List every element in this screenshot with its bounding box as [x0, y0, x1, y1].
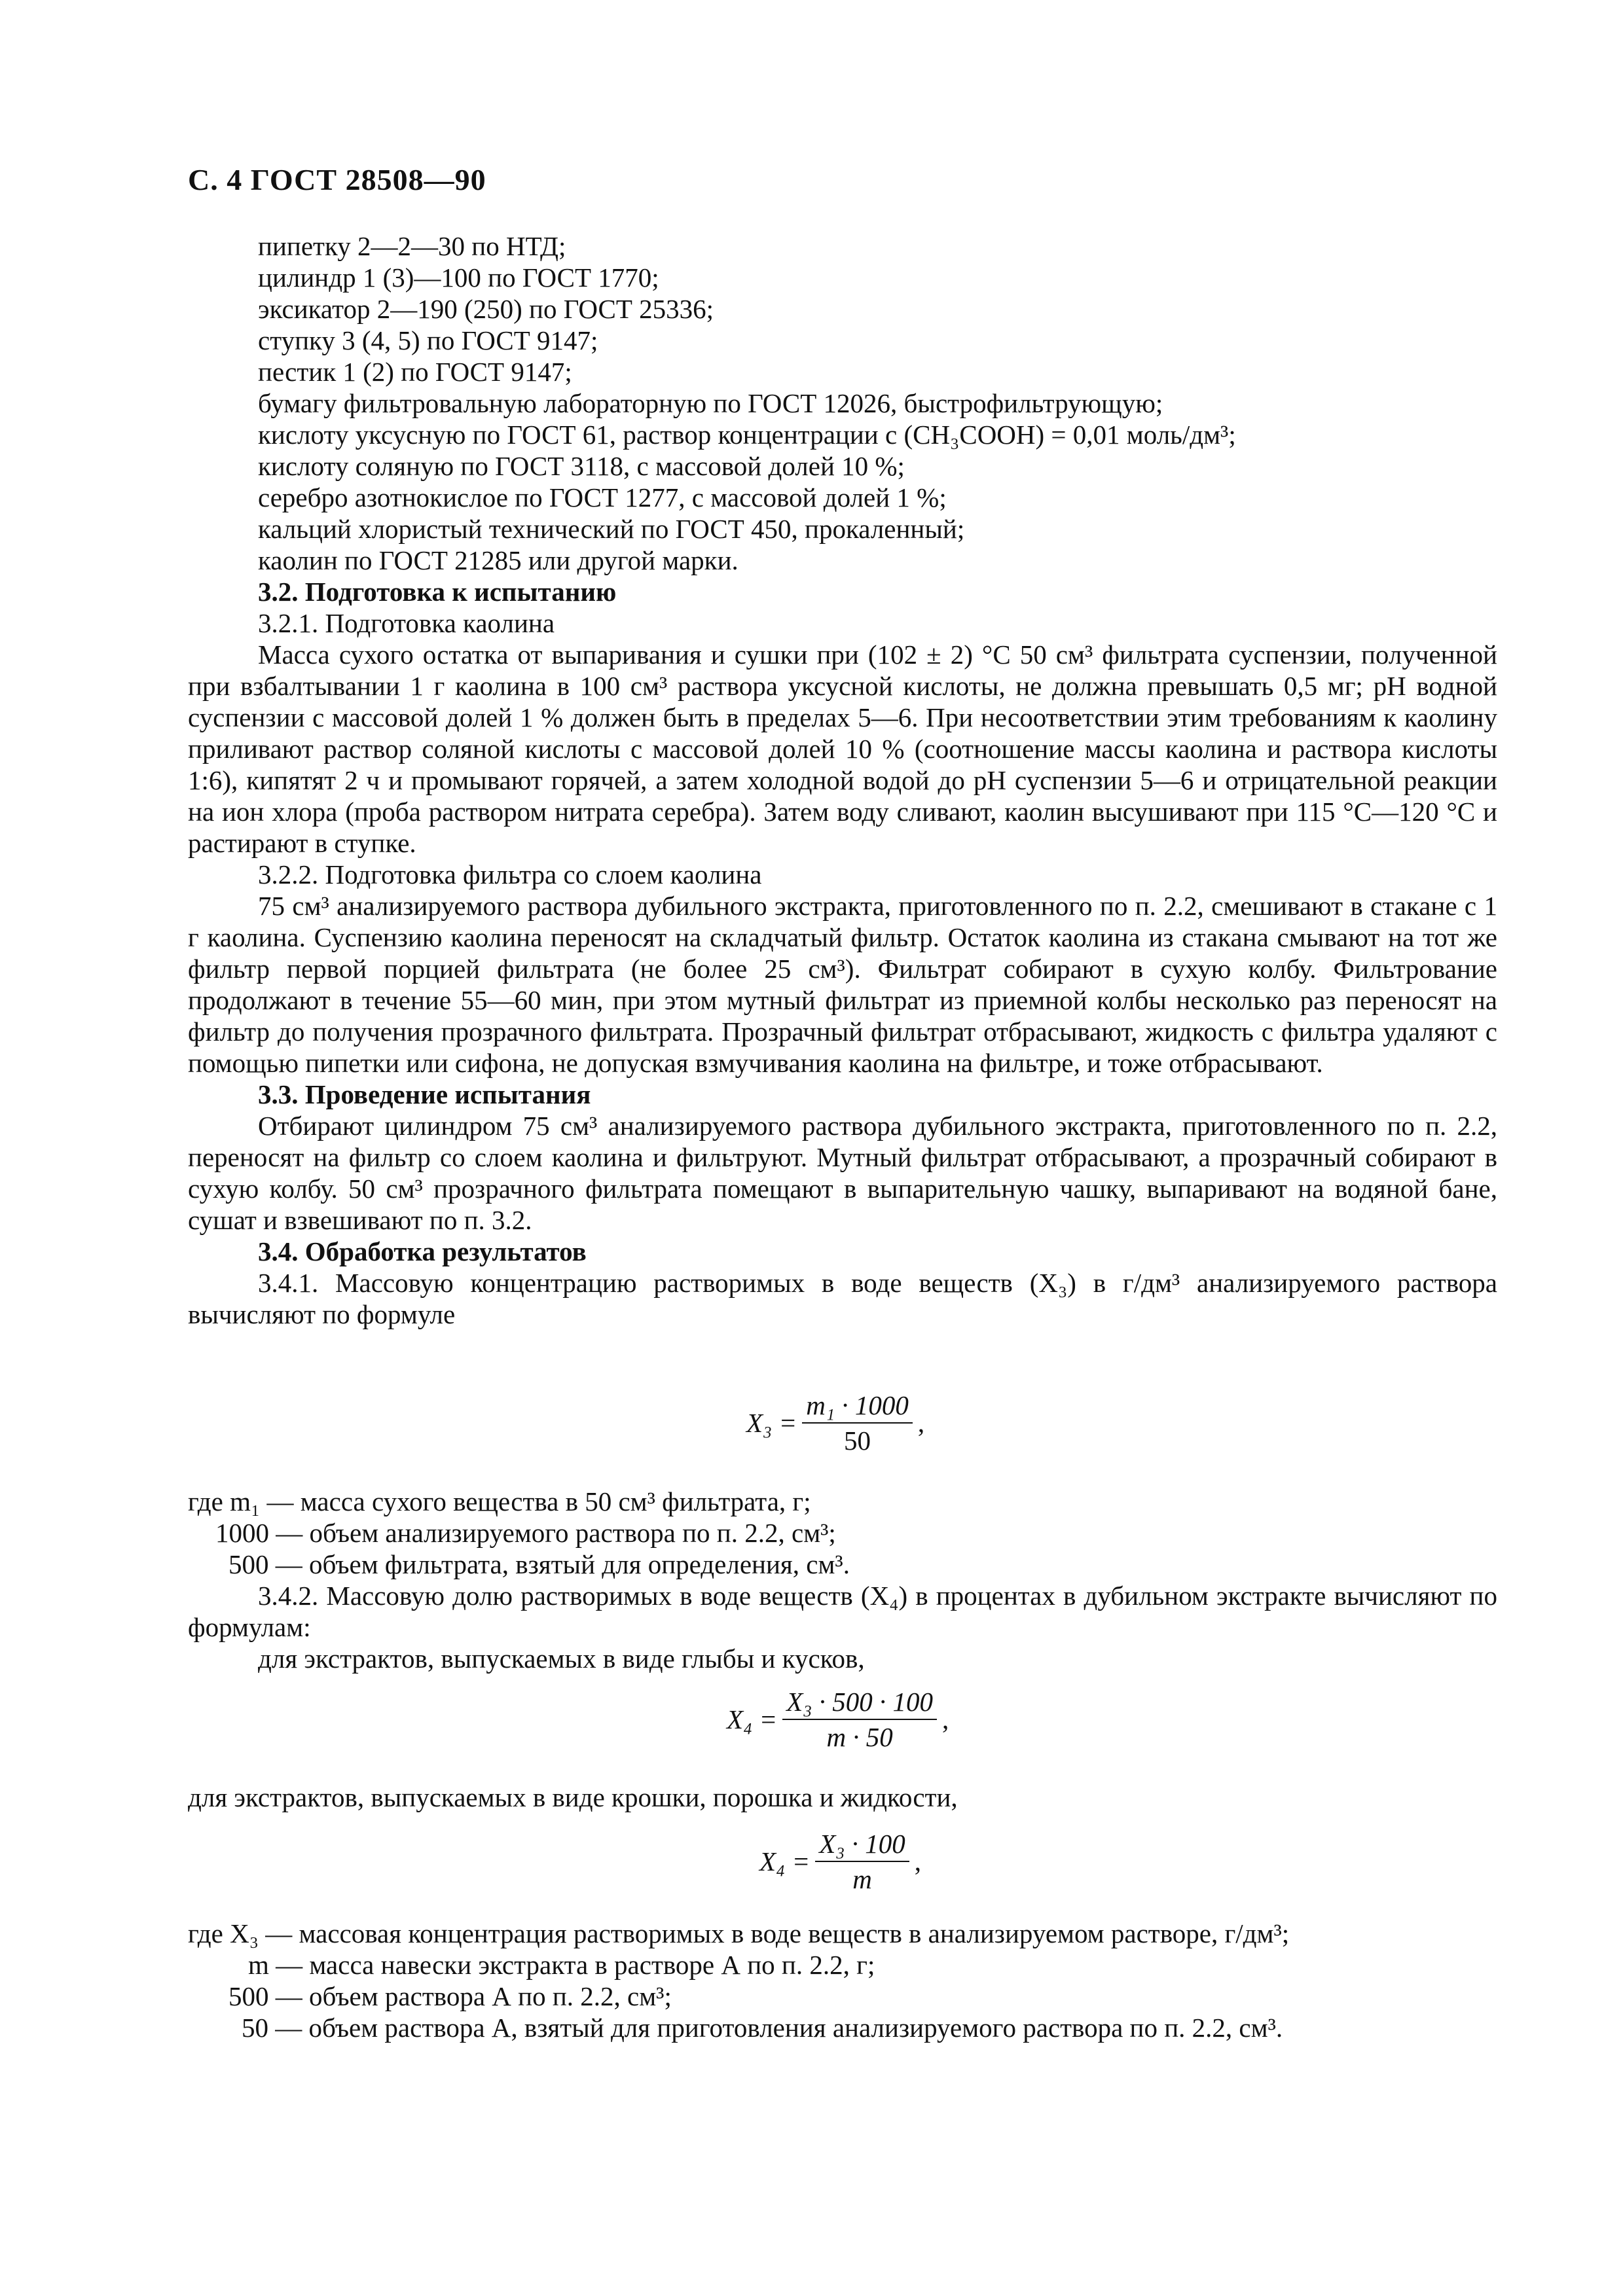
list-item: серебро азотнокислое по ГОСТ 1277, с массовой долей 1 %; — [258, 482, 947, 512]
formula-lhs: X₄ = — [727, 1704, 778, 1734]
formula-lhs: X₄ = — [759, 1846, 811, 1876]
where-item: m — масса навески экстракта в растворе А по п. 2.2, г; — [248, 1950, 875, 1980]
where-item: 500 — объем фильтрата, взятый для определения, см³. — [228, 1549, 850, 1579]
paragraph: 3.4.2. Массовую долю растворимых в воде веществ (X₄) в процентах в дубильном экстракте вычисляют по формулам: — [188, 1581, 1497, 1642]
list-item: каолин по ГОСТ 21285 или другой марки. — [258, 545, 739, 575]
denominator: 50 — [844, 1426, 871, 1456]
subsection-heading: 3.2.2. Подготовка фильтра со слоем каолина — [258, 859, 762, 889]
where-item: 50 — объем раствора А, взятый для приготовления анализируемого раствора по п. 2.2, см³. — [242, 2013, 1283, 2043]
list-item: цилиндр 1 (3)—100 по ГОСТ 1770; — [258, 262, 659, 293]
where-item: 500 — объем раствора А по п. 2.2, см³; — [228, 1981, 672, 2011]
denominator: m · 50 — [826, 1722, 893, 1752]
section-heading: 3.2. Подготовка к испытанию — [258, 577, 617, 607]
where-list-2 — [188, 1918, 1289, 2043]
numerator: X₃ · 100 — [815, 1829, 909, 1862]
paragraph: 3.4.1. Массовую концентрацию растворимых в воде веществ (X₃) в г/дм³ анализируемого раствора вычисляют по формуле — [188, 1268, 1497, 1329]
formula-tail: , — [942, 1704, 949, 1734]
section-heading: 3.4. Обработка результатов — [258, 1236, 587, 1266]
formula-x3 — [746, 1391, 924, 1455]
paragraph: для экстрактов, выпускаемых в виде крошки, порошка и жидкости, — [188, 1782, 958, 1812]
list-item: кальций хлористый технический по ГОСТ 450, прокаленный; — [258, 514, 965, 544]
fraction — [782, 1687, 937, 1751]
paragraph: 75 см³ анализируемого раствора дубильного экстракта, приготовленного по п. 2.2, смешивают в стакане с 1 г каолина. Суспензию каолина переносят на складчатый фильтр. Остаток каолина из стакана смывают на тот же фильтр первой порцией фильтрата (не более 25 см³). Фильтрат собирают в сухую колбу. Фильтрование продолжают в течение 55—60 мин, при этом мутный фильтрат из приемной колбы несколько раз переносят на фильтр до получения прозрачного фильтрата. Прозрачный фильтрат отбрасывают, жидкость с фильтра удаляют с помощью пипетки или сифона, не допуская взмучивания каолина на фильтре, и тоже отбрасывают. — [188, 891, 1497, 1078]
list-item: пестик 1 (2) по ГОСТ 9147; — [258, 357, 572, 387]
formula-x4-lumps — [727, 1687, 949, 1751]
paragraph: Отбирают цилиндром 75 см³ анализируемого раствора дубильного экстракта, приготовленного по п. 2.2, переносят на фильтр со слоем каолина и фильтруют. Мутный фильтрат отбрасывают, а прозрачный собирают в сухую колбу. 50 см³ прозрачного фильтрата помещают в выпарительную чашку, выпаривают на водяной бане, сушат и взвешивают по п. 3.2. — [188, 1111, 1497, 1235]
where-list-1 — [188, 1486, 850, 1580]
where-item: 1000 — объем анализируемого раствора по п. 2.2, см³; — [215, 1518, 836, 1548]
denominator: m — [852, 1864, 872, 1894]
paragraph: для экстрактов, выпускаемых в виде глыбы и кусков, — [258, 1643, 865, 1674]
formula-tail: , — [914, 1846, 922, 1876]
list-item: ступку 3 (4, 5) по ГОСТ 9147; — [258, 325, 598, 355]
paragraph: Масса сухого остатка от выпаривания и сушки при (102 ± 2) °С 50 см³ фильтрата суспензии, полученной при взбалтывании 1 г каолина в 100 см³ раствора уксусной кислоты, не должна превышать 0,5 мг; pH водной суспензии с массовой долей 1 % должен быть в пределах 5—6. При несоответствии этим требованиям к каолину приливают раствор соляной кислоты с массовой долей 10 % (соотношение массы каолина и раствора кислоты 1:6), кипятят 2 ч и промывают горячей, а затем холодной водой до pH суспензии 5—6 и отрицательной реакции на ион хлора (проба раствором нитрата серебра). Затем воду сливают, каолин высушивают при 115 °С—120 °С и растирают в ступке. — [188, 639, 1497, 858]
list-item: кислоту уксусную по ГОСТ 61, раствор концентрации с (CH₃COOH) = 0,01 моль/дм³; — [258, 420, 1236, 450]
numerator: m₁ · 1000 — [802, 1391, 913, 1424]
list-item: пипетку 2—2—30 по НТД; — [258, 231, 566, 261]
section-3-4-2 — [188, 1580, 1497, 1674]
list-item: кислоту соляную по ГОСТ 3118, с массовой долей 10 %; — [258, 451, 905, 481]
case-2 — [188, 1782, 1497, 1813]
page-header: С. 4 ГОСТ 28508—90 — [188, 163, 486, 196]
section-3-2 — [188, 576, 1497, 1330]
where-item: где m₁ — масса сухого вещества в 50 см³ фильтрата, г; — [188, 1486, 811, 1516]
formula-x4-crumbs — [759, 1829, 921, 1893]
list-item: эксикатор 2—190 (250) по ГОСТ 25336; — [258, 294, 714, 324]
formula-tail: , — [917, 1408, 925, 1438]
fraction — [802, 1391, 913, 1455]
fraction — [815, 1829, 909, 1893]
equipment-list — [188, 230, 1497, 576]
section-heading: 3.3. Проведение испытания — [258, 1079, 591, 1109]
subsection-heading: 3.2.1. Подготовка каолина — [258, 608, 555, 638]
numerator: X₃ · 500 · 100 — [782, 1687, 937, 1720]
where-item: где X₃ — массовая концентрация растворимых в воде веществ в анализируемом растворе, г/дм³; — [188, 1918, 1290, 1948]
list-item: бумагу фильтровальную лабораторную по ГОСТ 12026, быстрофильтрующую; — [258, 388, 1163, 418]
formula-lhs: X₃ = — [746, 1408, 797, 1438]
